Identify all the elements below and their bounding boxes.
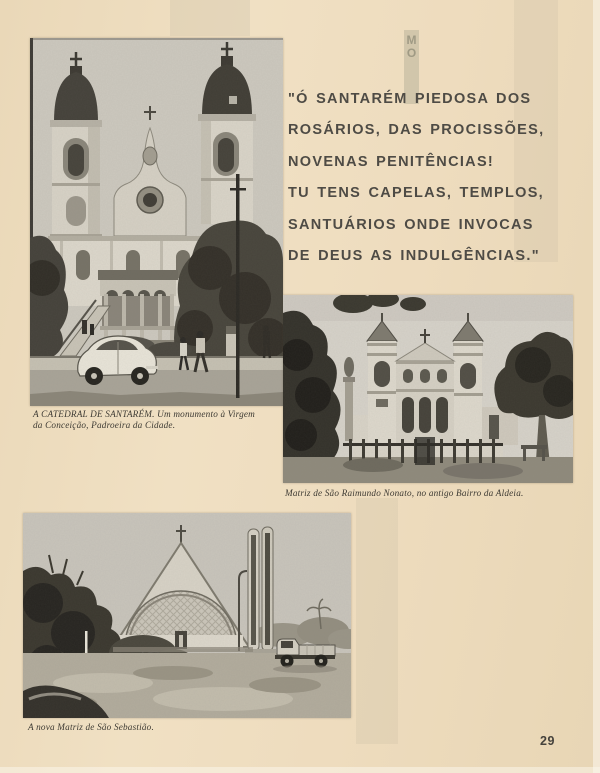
scan-edge-right xyxy=(593,0,600,773)
caption-lead: A CATEDRAL DE SANTARÉM. xyxy=(33,409,155,419)
film-grain xyxy=(283,295,573,483)
quote-line: SANTUÁRIOS ONDE INVOCAS xyxy=(288,216,534,233)
caption-cathedral xyxy=(33,409,265,430)
photo-matriz-sebastiao xyxy=(23,513,351,718)
caption-rest: Um monumento à Virgem da Conceição, Padroeira da Cidade. xyxy=(33,409,255,430)
film-grain xyxy=(23,513,351,718)
quote-line: TU TENS CAPELAS, TEMPLOS, xyxy=(288,185,545,202)
matriz-sebastiao-photo-graphic xyxy=(23,513,351,718)
cathedral-photo-graphic xyxy=(30,38,283,406)
caption-matriz-raimundo: Matriz de São Raimundo Nonato, no antigo Bairro da Aldeia. xyxy=(285,488,524,498)
ghost-letter: M xyxy=(406,33,417,47)
ghost-letter: O xyxy=(406,46,417,60)
showthrough-band xyxy=(170,0,250,36)
scan-edge-bottom xyxy=(0,767,600,773)
quote-line: DE DEUS AS INDULGÊNCIAS." xyxy=(288,248,540,265)
photo-cathedral xyxy=(30,38,283,406)
caption-matriz-sebastiao: A nova Matriz de São Sebastião. xyxy=(28,722,154,732)
film-grain xyxy=(30,38,283,406)
showthrough-band xyxy=(356,498,398,744)
quote-line: "Ó SANTARÉM PIEDOSA DOS xyxy=(288,91,532,107)
pull-quote xyxy=(288,84,590,272)
quote-line: NOVENAS PENITÊNCIAS! xyxy=(288,153,495,170)
page-number: 29 xyxy=(540,734,555,748)
matriz-raimundo-photo-graphic xyxy=(283,295,573,483)
quote-line: ROSÁRIOS, DAS PROCISSÕES, xyxy=(288,122,545,139)
photo-matriz-raimundo xyxy=(283,295,573,483)
